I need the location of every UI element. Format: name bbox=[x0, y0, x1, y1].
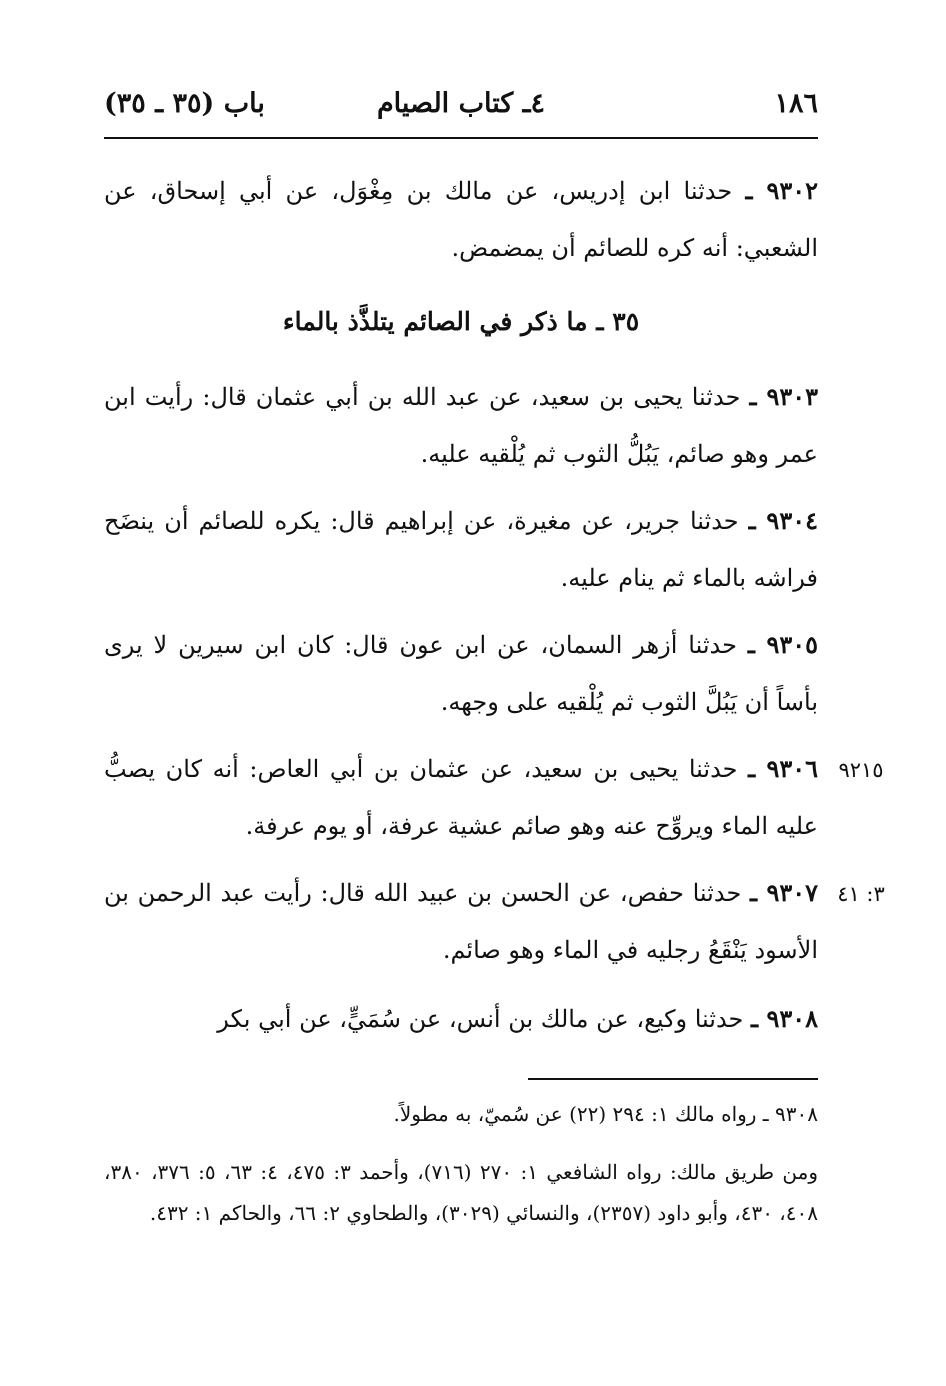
hadith-number: ٩٣٠٤ ـ bbox=[748, 506, 818, 535]
page-number: ١٨٦ bbox=[774, 88, 818, 119]
hadith-number: ٩٣٠٥ ـ bbox=[747, 630, 819, 659]
hadith-number: ٩٣٠٧ ـ bbox=[749, 878, 818, 907]
margin-ref-9307: ٣: ٤١ bbox=[837, 882, 885, 906]
hadith-9307 bbox=[104, 864, 818, 979]
hadith-text: حدثنا ابن إدريس، عن مالك بن مِغْوَل، عن أبي إسحاق، عن الشعبي: أنه كره للصائم أن يمضمض. bbox=[104, 177, 818, 262]
hadith-text: حدثنا أزهر السمان، عن ابن عون قال: كان ابن سيرين لا يرى بأساً أن يَبُلَّ الثوب ثم يُلْقيه على وجهه. bbox=[104, 631, 818, 716]
hadith-text: حدثنا حفص، عن الحسن بن عبيد الله قال: رأيت عبد الرحمن بن الأسود يَنْقَعُ رجليه في الماء وهو صائم. bbox=[104, 879, 818, 964]
margin-ref-9306: ٩٢١٥ bbox=[838, 758, 884, 782]
footnote-2: ومن طريق مالك: رواه الشافعي ١: ٢٧٠ (٧١٦)، وأحمد ٣: ٤٧٥، ٤: ٦٣، ٥: ٣٧٦، ٣٨٠، ٤٠٨، ٤٣٠، وأبو داود (٢٣٥٧)، والنسائي (٣٠٢٩)، والطحاوي ٢: ٦٦، والحاكم ١: ٤٣٢. bbox=[104, 1160, 818, 1225]
chapter-range: باب (٣٥ ـ ٣٥) bbox=[104, 88, 265, 119]
hadith-text: حدثنا جرير، عن مغيرة، عن إبراهيم قال: يكره للصائم أن ينضَح فراشه بالماء ثم ينام عليه. bbox=[104, 507, 818, 592]
section-heading: ٣٥ ـ ما ذكر في الصائم يتلذَّذ بالماء bbox=[282, 307, 640, 336]
hadith-9302 bbox=[104, 162, 818, 277]
hadith-number: ٩٣٠٣ ـ bbox=[749, 382, 818, 411]
hadith-number: ٩٣٠٢ ـ bbox=[745, 176, 818, 205]
hadith-9306 bbox=[104, 740, 818, 855]
hadith-text: حدثنا يحيى بن سعيد، عن عبد الله بن أبي عثمان قال: رأيت ابن عمر وهو صائم، يَبُلُّ الثوب ثم يُلْقيه عليه. bbox=[104, 383, 818, 468]
hadith-number: ٩٣٠٦ ـ bbox=[748, 754, 818, 783]
hadith-number: ٩٣٠٨ ـ bbox=[751, 1004, 818, 1033]
hadith-text: حدثنا وكيع، عن مالك بن أنس، عن سُمَيٍّ، عن أبي بكر bbox=[217, 1005, 744, 1033]
hadith-9308 bbox=[104, 990, 818, 1048]
hadith-9304 bbox=[104, 492, 818, 607]
footnote-1: ٩٣٠٨ ـ رواه مالك ١: ٢٩٤ (٢٢) عن سُميّ، به مطولاً. bbox=[393, 1102, 818, 1126]
footnote-rule bbox=[528, 1078, 818, 1080]
page-header bbox=[104, 88, 818, 132]
hadith-text: حدثنا يحيى بن سعيد، عن عثمان بن أبي العاص: أنه كان يصبُّ عليه الماء ويروِّح عنه وهو صائم عشية عرفة، أو يوم عرفة. bbox=[104, 755, 818, 840]
hadith-9303 bbox=[104, 368, 818, 483]
header-rule bbox=[104, 137, 818, 139]
book-title: ٤ـ كتاب الصيام bbox=[376, 88, 546, 119]
hadith-9305 bbox=[104, 616, 818, 731]
